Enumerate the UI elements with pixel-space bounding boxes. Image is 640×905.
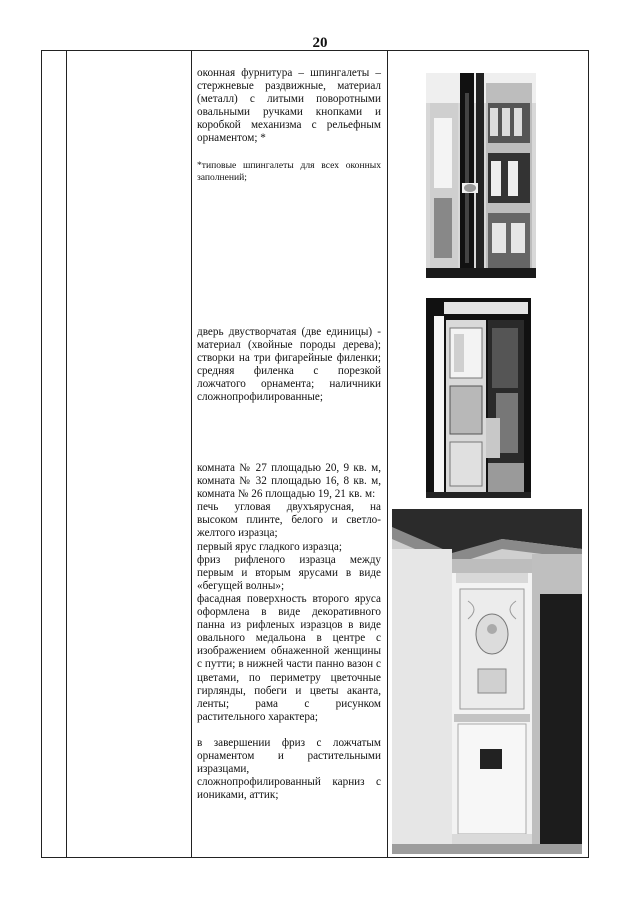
frieze-text: фриз рифленого изразца между первым и вторым ярусами в виде «бегущей волны»; — [197, 553, 381, 592]
stove-description — [197, 462, 381, 802]
column-divider-2 — [191, 51, 192, 857]
window-hardware-photo — [426, 73, 536, 278]
column-divider-3 — [387, 51, 388, 857]
window-hardware-text: оконная фурнитура – шпингалеты – стержневые раздвижные, материал (металл) с литыми поворотными овальными ручками кнопками и коробкой механизма с рельефным орнаментом; * — [197, 67, 381, 145]
double-door-photo — [426, 298, 531, 498]
document-table — [41, 50, 589, 858]
rooms-text: комната № 27 площадью 20, 9 кв. м, комната № 32 площадью 16, 8 кв. м, комната № 26 площадью 19, 21 кв. м: — [197, 462, 381, 501]
typical-note: *типовые шпингалеты для всех оконных заполнений; — [197, 159, 381, 183]
facade-text: фасадная поверхность второго яруса оформлена в виде декоративного панна из рифленых изразцов в виде овального медальона в центре с изображением обнаженной женщины с путти; в нижней части панно вазон с цветами, по периметру цветочные гирлянды, побеги и цветы аканта, ленты; рама с рисунком растительного характера; — [197, 592, 381, 723]
tiled-stove-photo — [392, 509, 582, 854]
page-number: 20 — [312, 35, 328, 51]
column-divider-1 — [66, 51, 67, 857]
finish-frieze-text: в завершении фриз с ложчатым орнаментом и растительными изразцами, — [197, 736, 381, 776]
door-text: дверь двустворчатая (две единицы) - материал (хвойные породы дерева); створки на три фигарейные филенки; средняя филенка с порезкой ложчатого орнамента; наличники сложнопрофилированные; — [197, 326, 381, 404]
window-hardware-description — [197, 67, 381, 184]
stove-text: печь угловая двухъярусная, на высоком плинте, белого и светло-желтого изразца; — [197, 501, 381, 540]
door-description — [197, 326, 381, 405]
cornice-text: сложнопрофилированный карниз с иониками, аттик; — [197, 776, 381, 802]
first-tier-text: первый ярус гладкого изразца; — [197, 540, 342, 553]
